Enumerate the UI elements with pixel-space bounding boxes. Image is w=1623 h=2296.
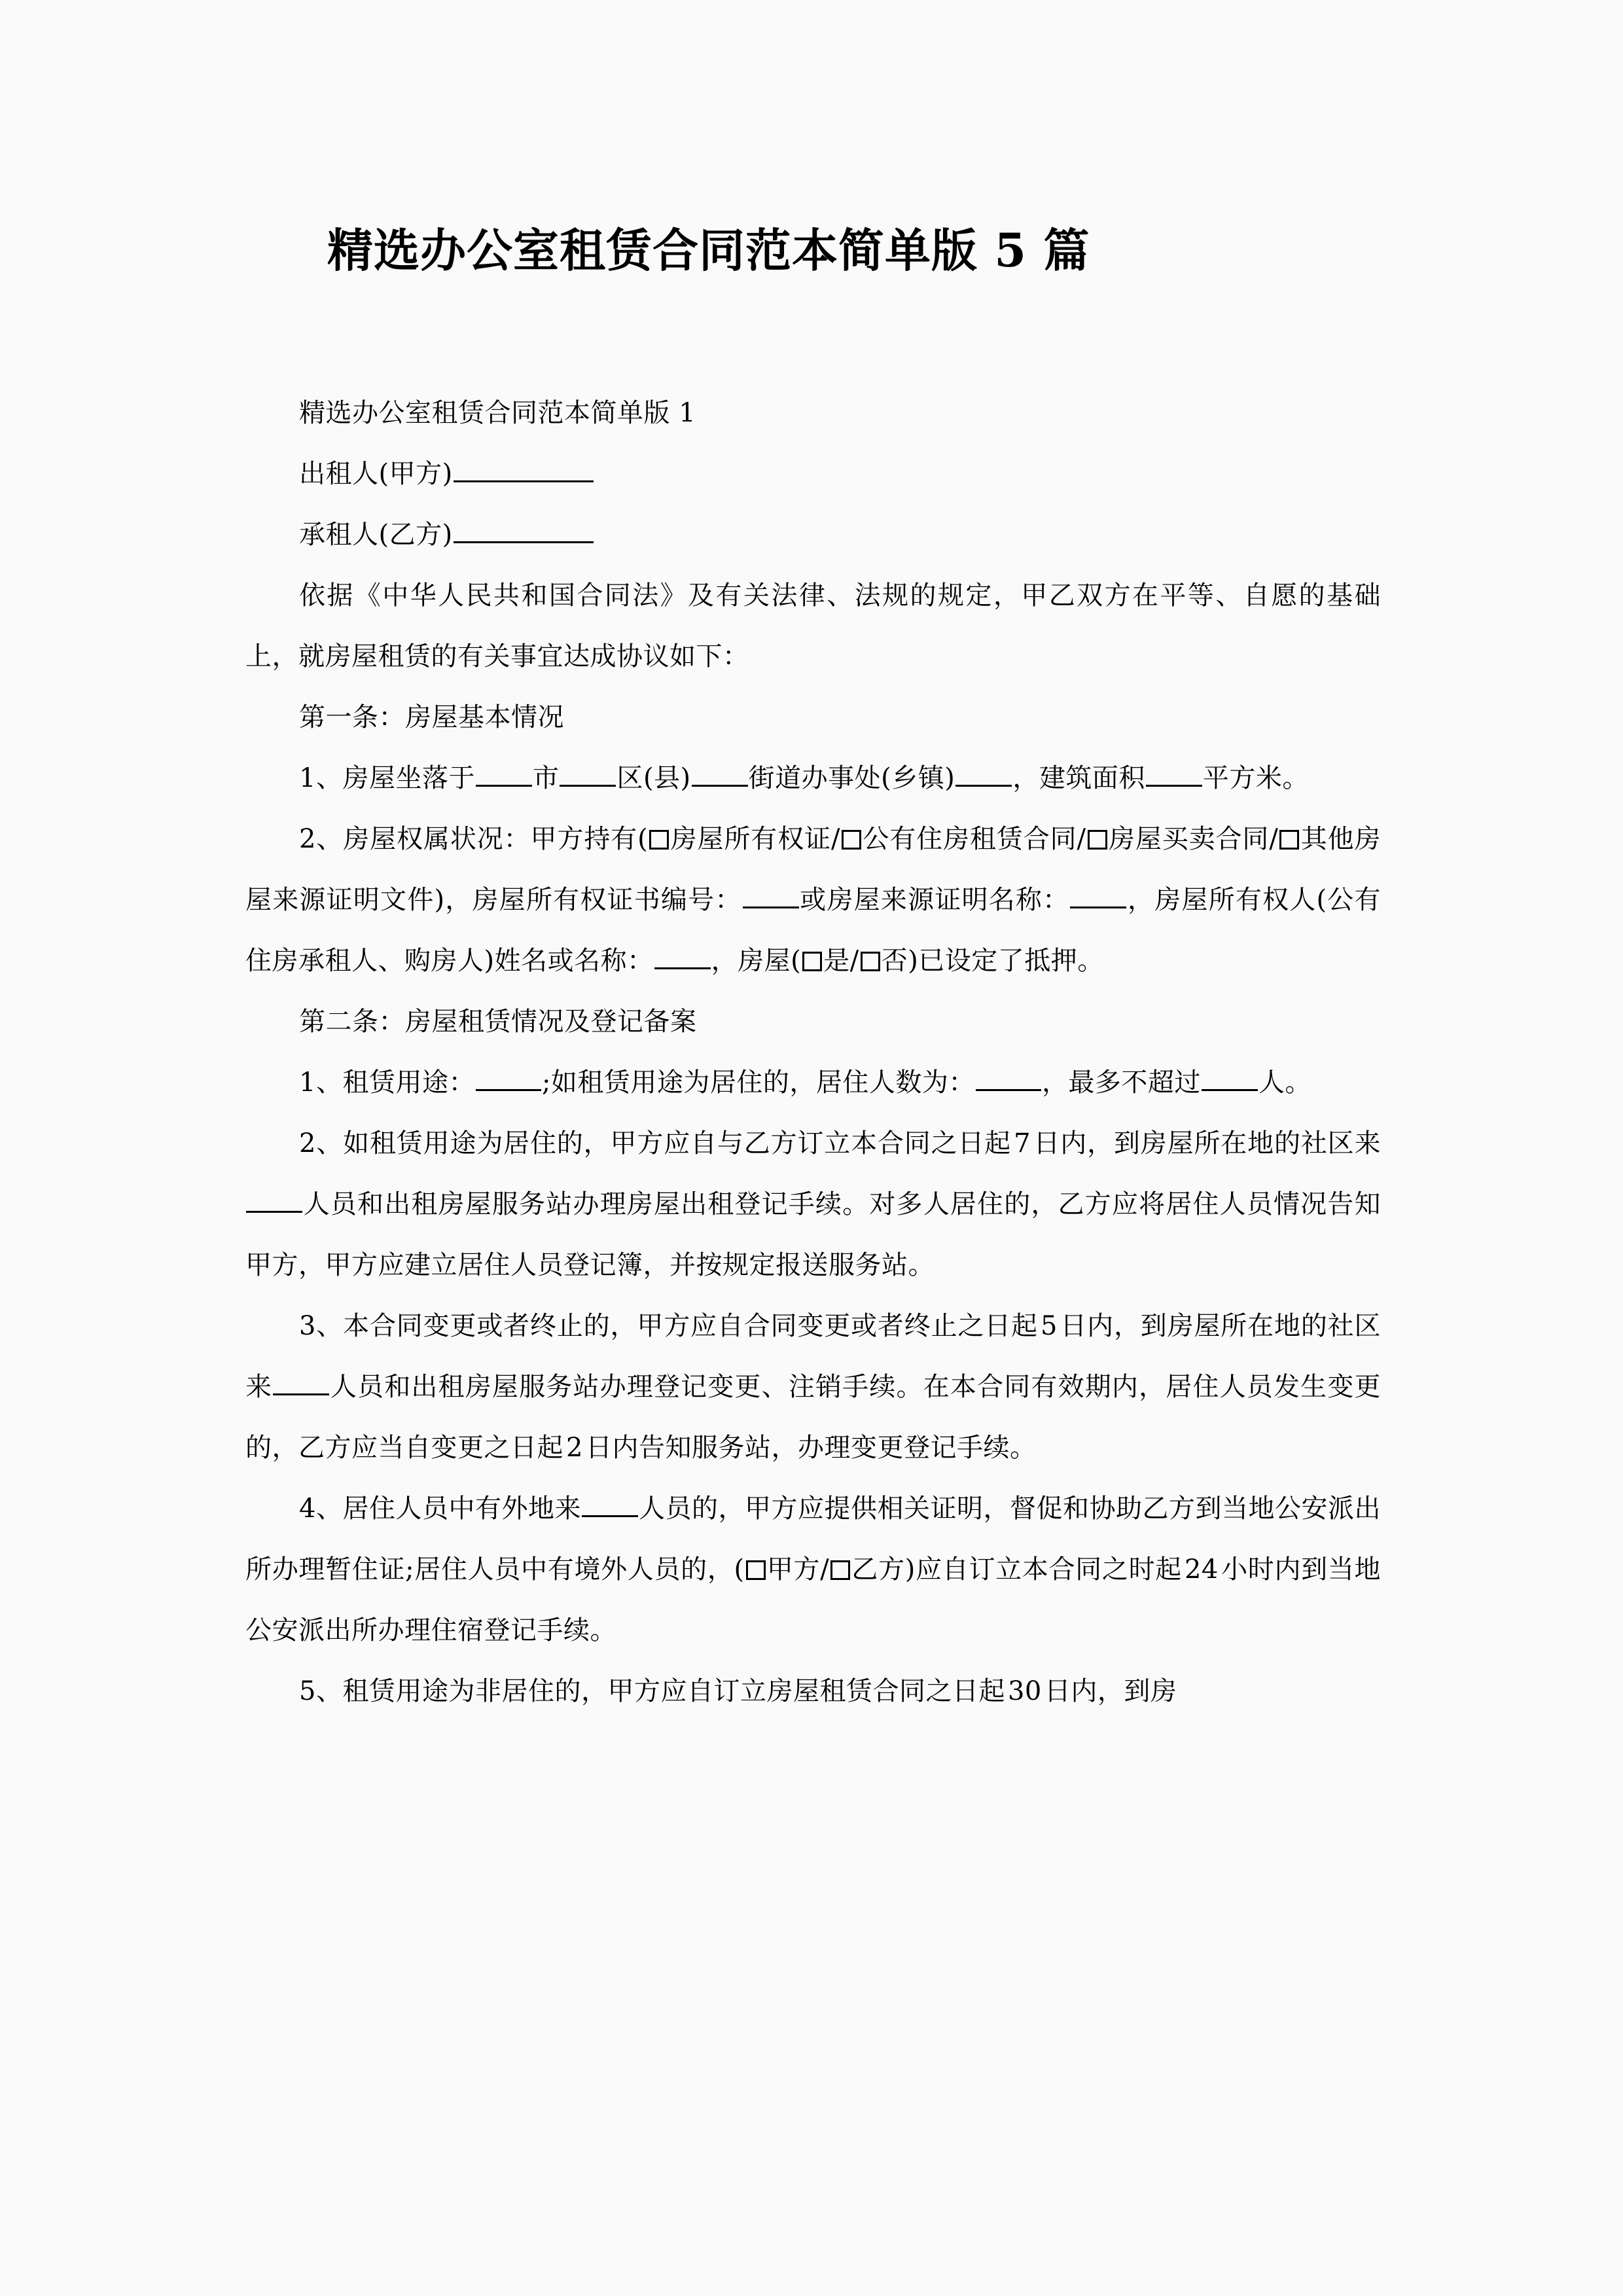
- article-2-heading: [245, 992, 1381, 1052]
- run-text: 平方米。: [1202, 763, 1309, 793]
- run-text: 市: [532, 763, 560, 793]
- district-blank[interactable]: [560, 762, 616, 787]
- checkbox-party-a[interactable]: [746, 1560, 766, 1580]
- run-text: 1、房屋坐落于: [299, 763, 475, 793]
- article-2-item-4: [245, 1479, 1381, 1661]
- occupant-count-blank[interactable]: [976, 1067, 1041, 1091]
- lessee-label: 承租人(乙方): [299, 520, 453, 550]
- community-staff-blank-1[interactable]: [246, 1189, 302, 1213]
- lease-purpose-blank[interactable]: [476, 1067, 541, 1091]
- run-text: 区(县): [616, 763, 691, 793]
- city-blank[interactable]: [476, 762, 532, 787]
- run-text: 3、本合同变更或者终止的，甲方应自合同变更或者终止之日起: [299, 1311, 1038, 1341]
- checkbox-party-b[interactable]: [830, 1560, 850, 1580]
- area-blank[interactable]: [1146, 762, 1202, 787]
- hours-value: 24: [1184, 1554, 1219, 1585]
- lessee-blank[interactable]: [454, 519, 594, 543]
- lessor-line: [245, 444, 1381, 505]
- run-text: 是/: [823, 946, 859, 976]
- owner-name-blank[interactable]: [654, 945, 711, 969]
- run-text: 乙方)应自订立本合同之时起: [851, 1554, 1182, 1585]
- street-blank[interactable]: [692, 762, 748, 787]
- days-value: 2: [566, 1433, 583, 1463]
- run-text: 小时内到当地公安派出所办理住宿登记手续。: [245, 1554, 1382, 1645]
- article-1-item-2: [245, 809, 1381, 992]
- section-heading-text: 精选办公室租赁合同范本简单版 1: [299, 398, 696, 428]
- article-1-heading-text: 第一条：房屋基本情况: [299, 702, 564, 732]
- run-text: 人员和出租房屋服务站办理登记变更、注销手续。在本合同有效期内，居住人员发生变更的，乙方应当自变更之日起: [245, 1372, 1382, 1463]
- lessor-blank[interactable]: [454, 458, 594, 482]
- section-heading: [245, 383, 1381, 444]
- run-text: 人员的，甲方应提供相关证明，督促和协助乙方到当地公安派出所办理暂住证;居住人员中有境外人员的，(: [245, 1494, 1382, 1585]
- run-text: 2、房屋权属状况：甲方持有(: [299, 824, 649, 854]
- document-body: [245, 383, 1381, 1722]
- article-2-item-1: [245, 1052, 1381, 1113]
- run-text: 日内，到房屋所在地的社区来: [245, 1311, 1381, 1402]
- preamble-paragraph: [245, 565, 1381, 687]
- community-staff-blank-2[interactable]: [273, 1371, 329, 1395]
- run-text: ，房屋(: [711, 946, 802, 976]
- run-text: 日内，到房: [1044, 1676, 1177, 1706]
- run-text: 或房屋来源证明名称：: [799, 885, 1070, 915]
- township-blank[interactable]: [955, 762, 1012, 787]
- checkbox-mortgage-yes[interactable]: [802, 952, 822, 971]
- preamble-text: 依据《中华人民共和国合同法》及有关法律、法规的规定，甲乙双方在平等、自愿的基础上，就房屋租赁的有关事宜达成协议如下：: [245, 581, 1381, 672]
- run-text: 人。: [1258, 1067, 1311, 1098]
- article-2-item-2: [245, 1113, 1381, 1296]
- run-text: 1、租赁用途：: [299, 1067, 475, 1098]
- article-2-item-5: [245, 1661, 1381, 1722]
- lessee-line: [245, 505, 1381, 565]
- article-2-item-3: [245, 1296, 1381, 1479]
- article-1-heading: [245, 687, 1381, 748]
- run-text: 其他房屋来源证明文件)，房屋所有权证书编号：: [245, 824, 1382, 915]
- run-text: 4、居住人员中有外地来: [299, 1494, 581, 1524]
- run-text: 公有住房租赁合同/: [862, 824, 1086, 854]
- run-text: 房屋所有权证/: [670, 824, 840, 854]
- days-value: 7: [1014, 1128, 1031, 1158]
- run-text: ，房屋所有权人(公有住房承租人、购房人)姓名或名称：: [245, 885, 1382, 976]
- article-2-heading-text: 第二条：房屋租赁情况及登记备案: [299, 1007, 697, 1037]
- run-text: 房屋买卖合同/: [1108, 824, 1279, 854]
- checkbox-public-housing-lease-contract[interactable]: [842, 830, 861, 850]
- run-text: ;如租赁用途为居住的，居住人数为：: [541, 1067, 975, 1098]
- run-text: 日内告知服务站，办理变更登记手续。: [585, 1433, 1037, 1463]
- checkbox-other-source-document[interactable]: [1279, 830, 1299, 850]
- checkbox-property-ownership-certificate[interactable]: [649, 830, 669, 850]
- source-document-name-blank[interactable]: [1070, 884, 1126, 908]
- run-text: 甲方/: [766, 1554, 830, 1585]
- run-text: 2、如租赁用途为居住的，甲方应自与乙方订立本合同之日起: [299, 1128, 1012, 1158]
- run-text: ，建筑面积: [1012, 763, 1145, 793]
- days-value: 5: [1040, 1311, 1058, 1341]
- run-text: 5、租赁用途为非居住的，甲方应自订立房屋租赁合同之日起: [299, 1676, 1005, 1706]
- lessor-label: 出租人(甲方): [299, 459, 453, 489]
- article-1-item-1: [245, 748, 1381, 809]
- run-text: 日内，到房屋所在地的社区来: [1033, 1128, 1381, 1158]
- days-value: 30: [1007, 1676, 1042, 1706]
- page-title: 精选办公室租赁合同范本简单版 5 篇: [327, 223, 1090, 278]
- nonlocal-origin-blank[interactable]: [582, 1493, 638, 1517]
- run-text: 街道办事处(乡镇): [748, 763, 955, 793]
- certificate-number-blank[interactable]: [743, 884, 799, 908]
- run-text: 人员和出租房屋服务站办理房屋出租登记手续。对多人居住的，乙方应将居住人员情况告知甲方，甲方应建立居住人员登记簿，并按规定报送服务站。: [245, 1189, 1381, 1280]
- run-text: ，最多不超过: [1041, 1067, 1201, 1098]
- run-text: 否)已设定了抵押。: [881, 946, 1104, 976]
- checkbox-house-sale-contract[interactable]: [1088, 830, 1107, 850]
- max-occupant-blank[interactable]: [1202, 1067, 1258, 1091]
- checkbox-mortgage-no[interactable]: [861, 952, 880, 971]
